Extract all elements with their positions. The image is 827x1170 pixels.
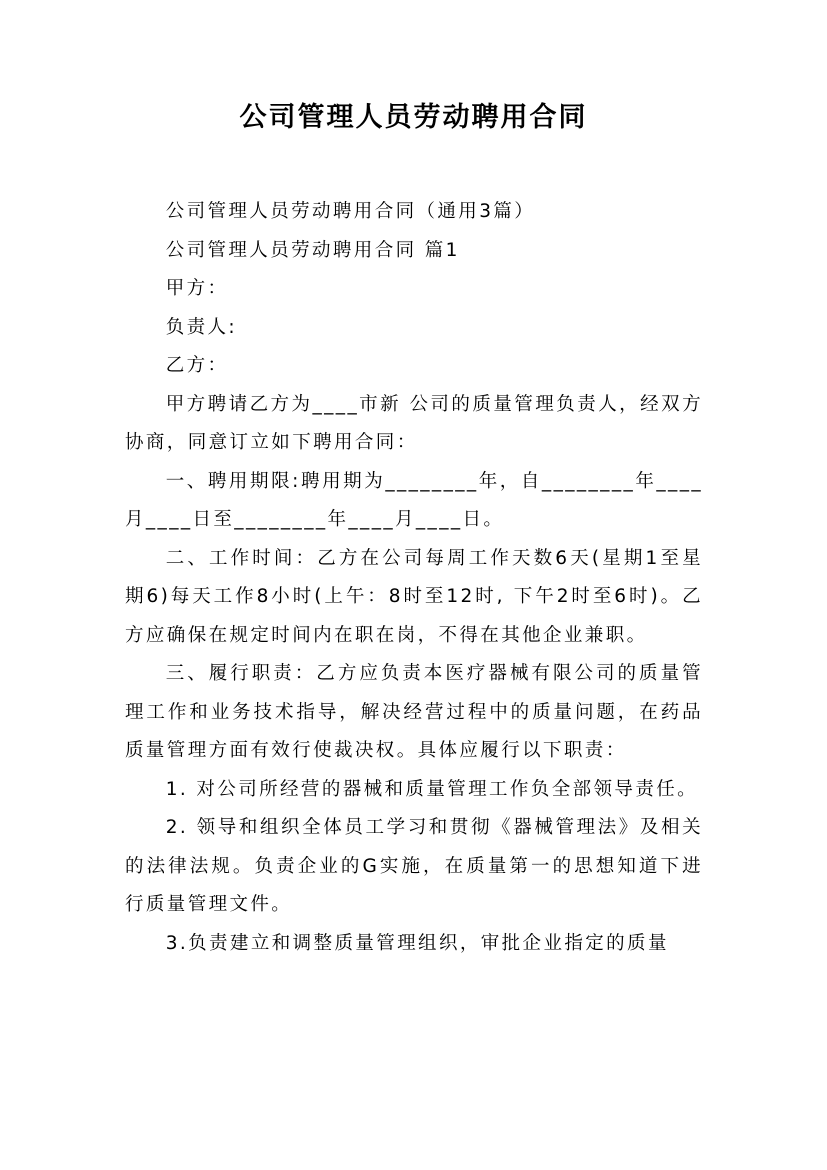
paragraph-party-a: 甲方： — [165, 278, 229, 299]
paragraph-collection-heading: 公司管理人员劳动聘用合同（通用3篇） — [165, 201, 536, 222]
paragraph-section-heading: 公司管理人员劳动聘用合同 篇1 — [165, 239, 460, 261]
paragraph-term: 一、聘用期限:聘用期为________年，自________年____月____日至________年____月____日。 — [125, 470, 703, 530]
paragraph-working-hours: 二、工作时间：乙方在公司每周工作天数6天(星期1至星期6)每天工作8小时(上午：8时至12时, 下午2时至6时)。乙方应确保在规定时间内在职在岗，不得在其他企业兼职。 — [125, 547, 703, 646]
paragraph-duties: 三、履行职责：乙方应负责本医疗器械有限公司的质量管理工作和业务技术指导，解决经营过程中的质量问题，在药品质量管理方面有效行使裁决权。具体应履行以下职责： — [125, 663, 703, 761]
paragraph-duty-1: 1. 对公司所经营的器械和质量管理工作负全部领导责任。 — [165, 778, 699, 800]
paragraph-duty-2: 2. 领导和组织全体员工学习和贯彻《器械管理法》及相关的法律法规。负责企业的G实施，在质量第一的思想知道下进行质量管理文件。 — [125, 817, 703, 915]
document-body — [125, 193, 703, 963]
paragraph-duty-3: 3.负责建立和调整质量管理组织，审批企业指定的质量 — [165, 932, 669, 954]
paragraph-responsible-person: 负责人: — [165, 316, 238, 338]
paragraph-engagement: 甲方聘请乙方为____市新 公司的质量管理负责人，经双方协商，同意订立如下聘用合同： — [125, 393, 703, 453]
paragraph-party-b: 乙方： — [165, 355, 229, 376]
document-title: 公司管理人员劳动聘用合同 — [239, 102, 588, 133]
